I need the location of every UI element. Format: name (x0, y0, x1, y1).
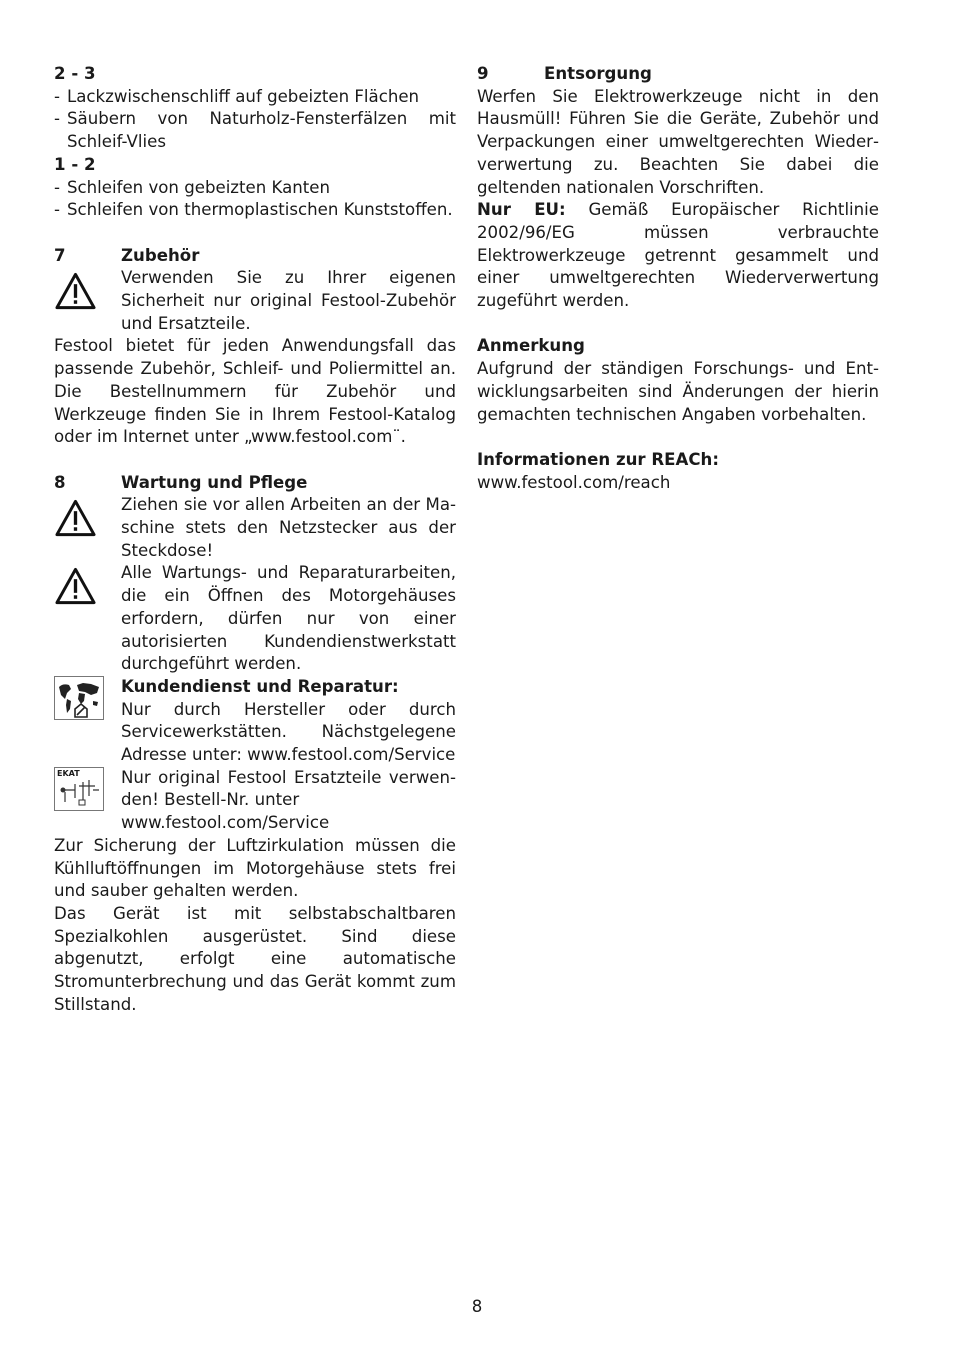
disposal-text: Werfen Sie Elektrowerkzeuge nicht in den Hausmüll! Führen Sie die Geräte, Zubehör und Verpackungen einer umweltgerechten Wiederverwertung zu. Beachten Sie dabei die geltenden nationalen Vorschriften. (477, 86, 879, 197)
warning-triangle-icon (54, 271, 97, 311)
note-text: Aufgrund der ständigen Forschungs- und Entwicklungsarbeiten sind Änderungen der hierin gemachten technischen Angaben vorbehalten. (477, 359, 879, 424)
service-title: Kundendienst und Reparatur: (121, 676, 399, 696)
grade-1-2-heading: 1 - 2 (54, 154, 96, 174)
spare-parts-url: www.festool.com/Service (121, 813, 330, 833)
ekat-icon: EKAT (54, 767, 104, 811)
list-item: - Säubern von Naturholz-Fensterfälzen mit Schleif-Vlies (54, 109, 456, 152)
spare-parts-text: Nur original Festool Ersatzteile verwenden! Bestell-Nr. unter (121, 767, 456, 810)
grade-2-3-heading: 2 - 3 (54, 64, 96, 83)
eu-disposal-text: Nur EU: Gemäß Europäischer Richtlinie 2002/96/EG müssen verbrauchte Elektrowerkzeuge getrennt gesammelt und einer umweltgerechten Wiederverwertung zugeführt werden. (477, 200, 879, 311)
page-number: 8 (471, 1297, 483, 1316)
section-7-heading: 7 Zubehör (54, 245, 200, 265)
spare-parts-block (54, 767, 456, 835)
warning-triangle-icon (54, 566, 97, 606)
service-text: Nur durch Hersteller oder durch Servicewerkstätten. Nächstgelegene Adresse unter: www.festool.com/Service (121, 699, 456, 765)
right-column (477, 63, 879, 494)
list-item: - Schleifen von thermoplastischen Kunststoffen. (54, 200, 453, 220)
service-block (54, 676, 456, 767)
list-item: - Lackzwischenschliff auf gebeizten Flächen (54, 86, 420, 106)
reach-title: Informationen zur REACh: (477, 449, 719, 469)
world-map-service-icon (54, 676, 104, 720)
maintenance-warning-1: Ziehen sie vor allen Arbeiten an der Maschine stets den Netzstecker aus der Steckdose! (54, 494, 456, 562)
reach-url: www.festool.com/reach (477, 472, 671, 492)
warning-triangle-icon (54, 498, 97, 538)
list-item: - Schleifen von gebeizten Kanten (54, 177, 331, 197)
cooling-air-text: Zur Sicherung der Luftzirkulation müssen die Kühlluftöffnungen im Motorgehäuse stets frei und sauber gehalten werden. (54, 835, 456, 901)
maintenance-warning-2: Alle Wartungs- und Reparaturarbeiten, die ein Öffnen des Motorgehäuses erfordern, dürfen nur von einer autorisierten Kundendienstwerkstatt durchgeführt werden. (54, 562, 456, 676)
left-column (54, 63, 456, 1017)
accessory-text: Festool bietet für jeden Anwendungsfall das passende Zubehör, Schleif- und Poliermittel an. Die Bestellnummern für Zubehör und Werkzeuge finden Sie in Ihrem Festool-Katalog oder im Internet unter „www.festool.com¨. (54, 336, 456, 447)
note-title: Anmerkung (477, 336, 585, 356)
section-8-heading: 8 Wartung und Pflege (54, 472, 308, 492)
accessory-warning: Verwenden Sie zu Ihrer eigenen Sicherheit nur original Festool-Zubehör und Ersatzteile. (54, 267, 456, 335)
carbon-brushes-text: Das Gerät ist mit selbstabschaltbaren Spezialkohlen ausgerüstet. Sind diese abgenutzt, erfolgt eine automatische Stromunterbrechung und das Gerät kommt zum Stillstand. (54, 903, 456, 1014)
section-9-heading: 9 Entsorgung (477, 64, 652, 83)
